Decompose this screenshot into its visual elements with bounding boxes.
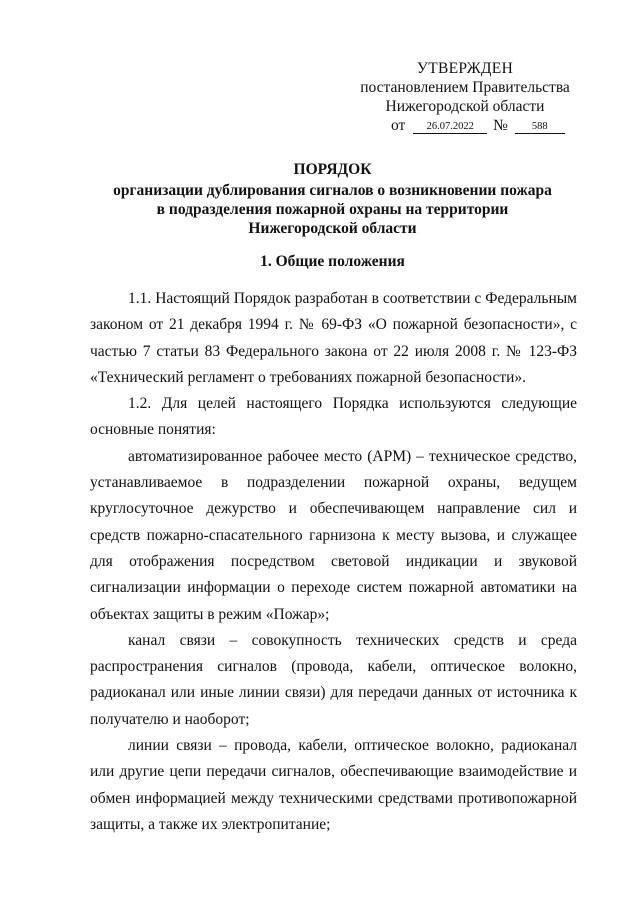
title-line-2: в подразделения пожарной охраны на территории — [156, 201, 509, 218]
approval-date: 26.07.2022 — [413, 120, 487, 134]
definition-lines: линии связи – провода, кабели, оптическое волокно, радиоканал или другие цепи передачи сигналов, обеспечивающие взаимодействие и обмен информацией между техническими средствами противопожарной защиты, а также их электропитание; — [90, 737, 577, 833]
date-prefix: от — [391, 117, 406, 134]
document-title — [60, 160, 605, 238]
number-sign: № — [493, 117, 508, 134]
approval-region: Нижегородской области — [385, 98, 545, 115]
section-heading: 1. Общие положения — [260, 253, 405, 270]
title-line-3: Нижегородской области — [248, 220, 417, 237]
approval-heading: УТВЕРЖДЕН — [416, 60, 514, 77]
definition-channel: канал связи – совокупность технических средств и среда распространения сигналов (провода, кабели, оптическое волокно, радиоканал или иные линии связи) для передачи данных от источника к получателю и наоборот; — [90, 631, 577, 728]
title-line-1: организации дублирования сигналов о возникновении пожара — [113, 182, 552, 199]
approval-date-line — [355, 116, 575, 135]
title-main: ПОРЯДОК — [293, 161, 372, 178]
paragraph-1-2: 1.2. Для целей настоящего Порядка используются следующие основные понятия: — [90, 395, 577, 439]
paragraph-1-1: 1.1. Настоящий Порядок разработан в соответствии с Федеральным законом от 21 декабря 1994 г. № 69-ФЗ «О пожарной безопасности», с частью 7 статьи 83 Федерального закона от 22 июля 2008 г. № 123-ФЗ «Технический регламент о требованиях пожарной безопасности». — [90, 290, 577, 386]
approval-authority: постановлением Правительства — [360, 79, 570, 96]
approval-number: 588 — [515, 120, 565, 134]
definition-arm: автоматизированное рабочее место (АРМ) – техническое средство, устанавливаемое в подразделении пожарной охраны, ведущем круглосуточное дежурство и обеспечивающем направление сил и средств пожарно-спасательного гарнизона к месту вызова, и служащее для отображения посредством световой индикации и звуковой сигнализации информации о переходе систем пожарной автоматики на объектах защиты в режим «Пожар»; — [90, 447, 577, 623]
section-body — [90, 286, 577, 838]
approval-stamp — [355, 59, 575, 135]
